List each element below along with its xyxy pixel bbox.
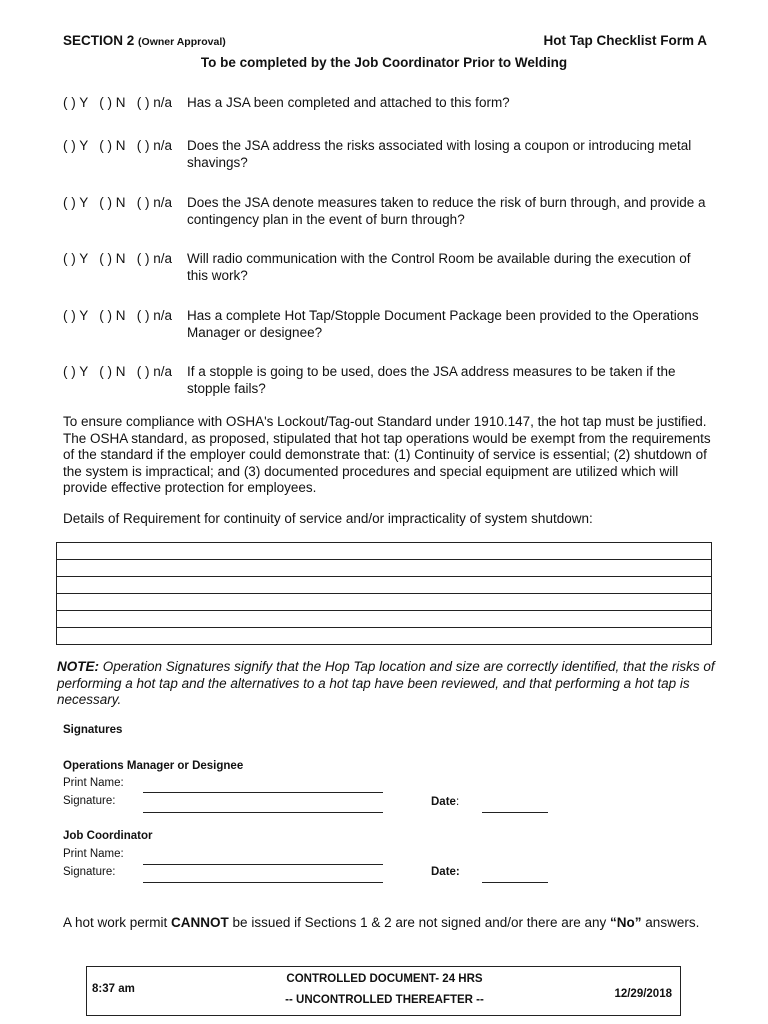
question-options[interactable]: ( ) Y ( ) N ( ) n/a	[63, 251, 173, 266]
question-6	[63, 364, 713, 397]
question-options[interactable]: ( ) Y ( ) N ( ) n/a	[63, 308, 173, 323]
question-text: Has a complete Hot Tap/Stopple Document Package been provided to the Operations Manager or designee?	[187, 308, 699, 340]
requirement-line[interactable]	[57, 611, 711, 628]
question-4	[63, 251, 713, 284]
footer-controlled-line: CONTROLLED DOCUMENT- 24 HRS	[286, 973, 483, 985]
permit-note-post: answers.	[641, 915, 700, 930]
question-3	[63, 195, 713, 228]
job-coordinator-date-label: Date:	[431, 866, 460, 878]
ops-manager-signature-line[interactable]	[143, 812, 383, 813]
note-label: NOTE:	[57, 659, 99, 674]
question-5	[63, 308, 713, 341]
job-coordinator-print-name-label: Print Name:	[63, 848, 124, 860]
ops-manager-date-text: Date	[431, 796, 456, 808]
note-text: Operation Signatures signify that the Hop Tap location and size are correctly identified, that the risks of performing a hot tap and the alternatives to a hot tap have been reviewed, and that performing a hot tap is necessary.	[57, 659, 715, 707]
requirement-line[interactable]	[57, 628, 711, 644]
requirement-details-table[interactable]	[56, 542, 712, 645]
permit-note-pre: A hot work permit	[63, 915, 172, 930]
form-subtitle: To be completed by the Job Coordinator Prior to Welding	[200, 55, 568, 70]
job-coordinator-print-name-line[interactable]	[143, 864, 383, 865]
footer-date: 12/29/2018	[614, 988, 672, 1000]
permit-note-mid: be issued if Sections 1 & 2 are not signed and/or there are any	[228, 915, 611, 930]
section-note: (Owner Approval)	[138, 36, 226, 48]
ops-manager-print-name-line[interactable]	[143, 792, 383, 793]
question-options[interactable]: ( ) Y ( ) N ( ) n/a	[63, 364, 173, 379]
requirement-line[interactable]	[57, 560, 711, 577]
permit-note-no: “No”	[610, 915, 642, 930]
ops-manager-signature-label: Signature:	[63, 795, 116, 807]
permit-note-cannot: CANNOT	[171, 915, 229, 930]
section-title: SECTION 2	[63, 33, 135, 48]
job-coordinator-heading: Job Coordinator	[63, 830, 153, 842]
requirement-line[interactable]	[57, 594, 711, 611]
question-text: Has a JSA been completed and attached to this form?	[187, 95, 510, 110]
question-1	[63, 95, 713, 112]
ops-manager-date-label	[431, 796, 459, 808]
footer-time: 8:37 am	[92, 983, 135, 995]
question-2	[63, 138, 713, 171]
ops-manager-date-line[interactable]	[482, 812, 548, 813]
question-options[interactable]: ( ) Y ( ) N ( ) n/a	[63, 138, 173, 153]
job-coordinator-signature-line[interactable]	[143, 882, 383, 883]
requirement-line[interactable]	[57, 543, 711, 560]
ops-manager-print-name-label: Print Name:	[63, 777, 124, 789]
controlled-document-footer	[86, 966, 681, 1016]
job-coordinator-signature-label: Signature:	[63, 866, 116, 878]
question-text: Does the JSA address the risks associated with losing a coupon or introducing metal shavings?	[187, 138, 692, 170]
question-options[interactable]: ( ) Y ( ) N ( ) n/a	[63, 95, 173, 110]
permit-note	[63, 915, 699, 930]
job-coordinator-date-line[interactable]	[482, 882, 548, 883]
footer-uncontrolled-line: -- UNCONTROLLED THEREAFTER --	[285, 994, 484, 1006]
osha-paragraph: To ensure compliance with OSHA's Lockout/Tag-out Standard under 1910.147, the hot tap must be justified. The OSHA standard, as proposed, stipulated that hot tap operations would be exempt from the requirements of the standard if the employer could demonstrate that: (1) Continuity of service is essential; (2) shutdown of the system is impractical; and (3) documented procedures and special equipment are utilized which will provide effective protection for employees.	[63, 414, 711, 495]
requirement-line[interactable]	[57, 577, 711, 594]
question-text: If a stopple is going to be used, does the JSA address measures to be taken if the stopple fails?	[187, 364, 676, 396]
signatures-title: Signatures	[63, 724, 123, 736]
details-label: Details of Requirement for continuity of service and/or impracticality of system shutdown:	[63, 511, 593, 526]
question-text: Will radio communication with the Control Room be available during the execution of this work?	[187, 251, 691, 283]
ops-manager-date-colon: :	[455, 796, 460, 808]
form-title: Hot Tap Checklist Form A	[543, 33, 707, 48]
question-text: Does the JSA denote measures taken to reduce the risk of burn through, and provide a contingency plan in the event of burn through?	[187, 195, 706, 227]
question-options[interactable]: ( ) Y ( ) N ( ) n/a	[63, 195, 173, 210]
note-paragraph	[57, 659, 717, 709]
section-label	[63, 33, 226, 48]
ops-manager-heading: Operations Manager or Designee	[63, 760, 244, 772]
